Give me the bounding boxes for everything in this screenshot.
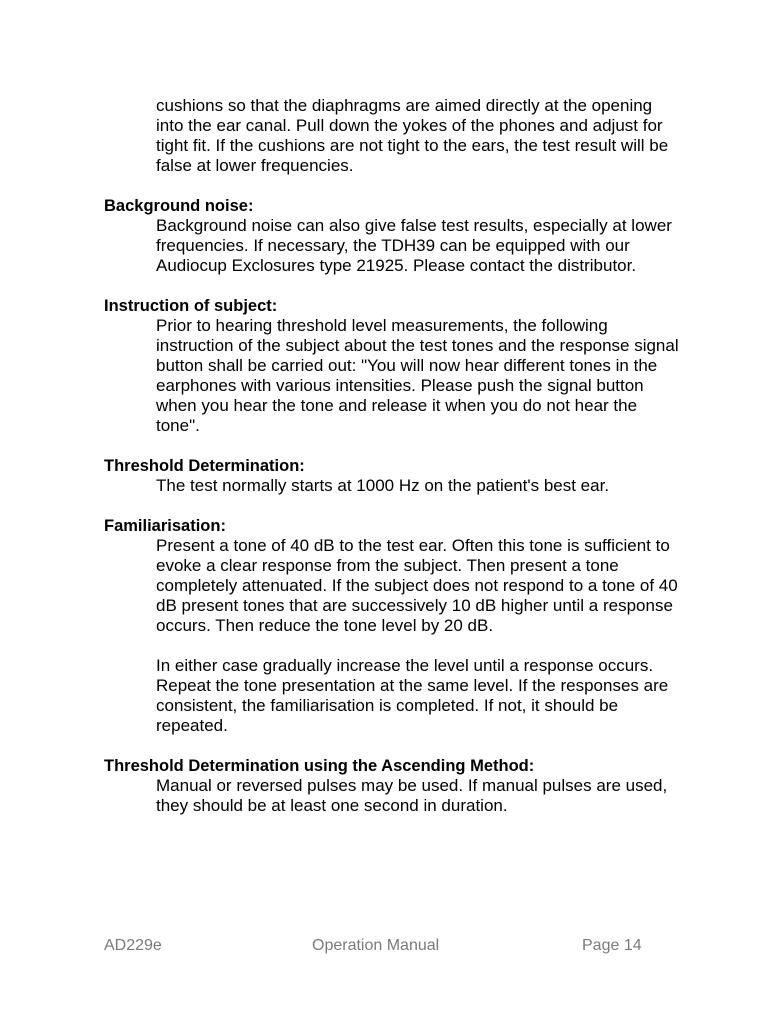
section-paragraph: Prior to hearing threshold level measurements, the following instruction of the subject about the test tones and the response signal button shall be carried out: "You will now hear different tones in the earphones with various intensities. Please push the signal button when you hear the tone and release it when you do not hear the tone". (156, 316, 679, 435)
section-paragraph: Background noise can also give false test results, especially at lower frequencies. If necessary, the TDH39 can be equipped with our Audiocup Exclosures type 21925. Please contact the distributor. (156, 216, 672, 275)
page-content (104, 96, 684, 836)
section-heading: Threshold Determination: (104, 457, 305, 475)
section-body (156, 776, 684, 816)
section-threshold-determination (104, 456, 684, 496)
section-heading: Instruction of subject: (104, 297, 278, 315)
section-background-noise (104, 196, 684, 276)
footer-page-number: Page 14 (582, 937, 642, 954)
footer-model: AD229e (104, 937, 162, 954)
section-heading: Threshold Determination using the Ascending Method: (104, 757, 535, 775)
section-ascending-method (104, 756, 684, 816)
section-paragraph: The test normally starts at 1000 Hz on the patient's best ear. (156, 476, 610, 495)
section-instruction-of-subject (104, 296, 684, 436)
section-body (156, 316, 684, 436)
section-body (156, 536, 684, 736)
section-heading: Background noise: (104, 197, 254, 215)
footer-doc-title: Operation Manual (312, 937, 440, 954)
section-heading: Familiarisation: (104, 517, 226, 535)
section-paragraph: In either case gradually increase the level until a response occurs. Repeat the tone presentation at the same level. If the responses are consistent, the familiarisation is completed. If not, it should be repeated. (156, 656, 669, 735)
page-footer (0, 937, 768, 957)
section-body (156, 216, 684, 276)
section-paragraph: Present a tone of 40 dB to the test ear. Often this tone is sufficient to evoke a clear response from the subject. Then present a tone completely attenuated. If the subject does not respond to a tone of 40 dB present tones that are successively 10 dB higher until a response occurs. Then reduce the tone level by 20 dB. (156, 536, 678, 635)
intro-paragraph: cushions so that the diaphragms are aimed directly at the opening into the ear canal. Pull down the yokes of the phones and adjust for tight fit. If the cushions are not tight to the ears, the test result will be false at lower frequencies. (156, 96, 669, 175)
section-paragraph: Manual or reversed pulses may be used. If manual pulses are used, they should be at least one second in duration. (156, 776, 668, 815)
section-familiarisation (104, 516, 684, 736)
section-body (156, 476, 684, 496)
